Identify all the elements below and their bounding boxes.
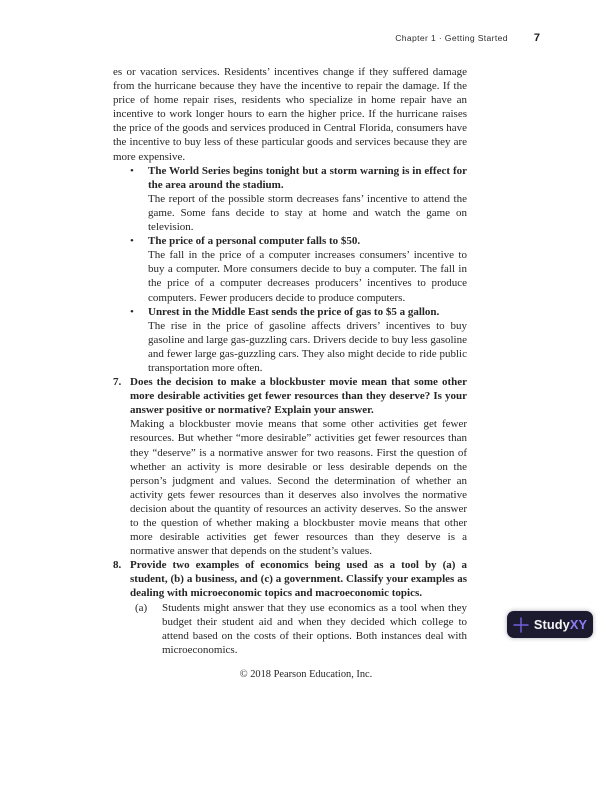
question-number: 7. — [113, 376, 122, 389]
bullet-item — [113, 305, 467, 375]
bullet-headline: Unrest in the Middle East sends the price of gas to $5 a gallon. — [148, 305, 440, 318]
question-number: 8. — [113, 559, 122, 572]
bullet-icon: • — [130, 164, 134, 177]
sub-item-text: Students might answer that they use economics as a tool when they budget their student aid and when they decided which college to attend based on the costs of their options. Both instances deal with microeconomics. — [162, 601, 467, 656]
plus-icon — [513, 617, 529, 633]
page-number: 7 — [533, 32, 540, 44]
question-answer: Making a blockbuster movie means that some other activities get fewer resources. But whether “more desirable” activities get fewer resources than they “deserve” is a normative answer for two reasons. First the question of whether an activity is more desirable or less desirable depends on the person’s judgment and values. Second the determination of whether an activity gets fewer resources than it deserves also involves the normative decision about the quantity of resources an activity deserves. So the answer to the question of whether making a blockbuster movie means that other more desirable activities get fewer resources than they deserve is a normative answer that depends on the student’s values. — [130, 418, 467, 558]
running-header — [395, 32, 540, 44]
question-item-8 — [113, 558, 467, 657]
bullet-headline: The World Series begins tonight but a storm warning is in effect for the area around the stadium. — [148, 164, 467, 191]
bullet-answer: The fall in the price of a computer increases consumers’ incentive to buy a computer. More consumers decide to buy a computer. The fall in the price of a computer decreases producers’ incentives to produce computers. Fewer producers decide to produce computers. — [148, 249, 467, 304]
copyright-footer: © 2018 Pearson Education, Inc. — [239, 669, 373, 680]
sub-item-label: (a) — [135, 601, 148, 614]
body-text-column — [113, 65, 467, 657]
studyxy-wordmark — [534, 617, 587, 632]
chapter-title: Chapter 1 · Getting Started — [395, 33, 508, 43]
sub-answer-item-a — [130, 601, 467, 657]
bullet-answer: The rise in the price of gasoline affects drivers’ incentives to buy gasoline and large gas-guzzling cars. Drivers decide to buy less gasoline and fewer large gas-guzzling cars. They also might decide to ride public transportation more often. — [148, 319, 467, 374]
bullet-item — [113, 234, 467, 304]
studyxy-wordmark-study: Study — [533, 617, 570, 632]
bullet-icon: • — [130, 305, 134, 318]
bullet-answer: The report of the possible storm decreases fans’ incentive to attend the game. Some fans decide to stay at home and watch the game on television. — [148, 192, 467, 234]
bullet-headline: The price of a personal computer falls to $50. — [148, 235, 361, 248]
question-text: Does the decision to make a blockbuster movie mean that some other more desirable activities get fewer resources than they deserve? Is your answer positive or normative? Explain your answer. — [130, 376, 467, 417]
question-text: Provide two examples of economics being used as a tool by (a) a student, (b) a business, and (c) a government. Classify your examples as dealing with microeconomic topics and macroeconomic topics. — [130, 559, 467, 600]
continuation-paragraph: es or vacation services. Residents’ incentives change if they suffered damage from the hurricane because they have the incentive to repair the damage. If the price of home repair rises, residents who specialize in home repair have an incentive to work longer hours to earn the higher price. If the hurricane raises the price of the goods and services produced in Central Florida, consumers have the incentive to buy less of these particular goods and services because they are more expensive. — [113, 66, 467, 163]
studyxy-wordmark-xy: XY — [569, 617, 588, 632]
bullet-item — [113, 164, 467, 234]
question-item-7 — [113, 375, 467, 558]
studyxy-badge[interactable] — [507, 611, 593, 638]
bullet-icon: • — [130, 235, 134, 248]
